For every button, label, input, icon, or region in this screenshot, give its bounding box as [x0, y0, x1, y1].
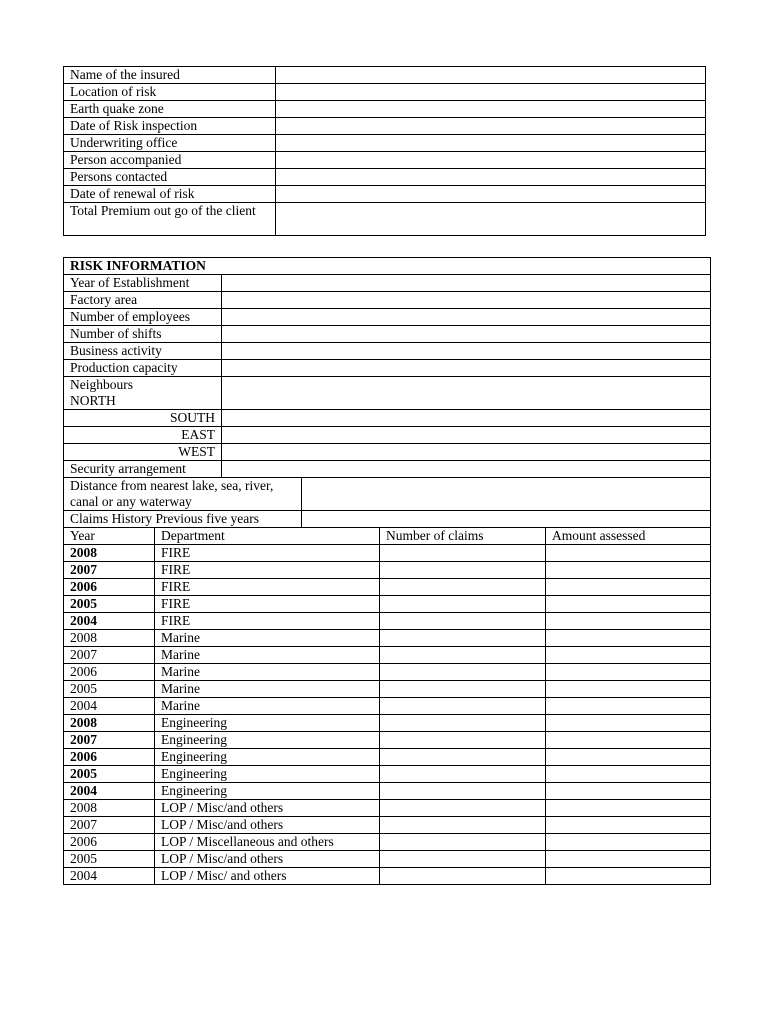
factory-area-value: [222, 292, 711, 309]
number-of-employees-value: [222, 309, 711, 326]
claim-count: [380, 732, 546, 749]
claim-year: 2006: [64, 749, 155, 766]
table-row: [64, 101, 706, 118]
claim-amount: [546, 732, 711, 749]
claim-count: [380, 698, 546, 715]
table-row: [64, 258, 711, 275]
north-label: NORTH: [70, 392, 116, 408]
table-row: [64, 698, 711, 715]
table-row: [64, 275, 711, 292]
table-row: [64, 630, 711, 647]
table-row: [64, 868, 711, 885]
claim-count: [380, 647, 546, 664]
table-row: [64, 596, 711, 613]
claim-year: 2006: [64, 834, 155, 851]
claim-year: 2007: [64, 647, 155, 664]
table-row: [64, 377, 711, 410]
distance-waterway-value: [302, 478, 711, 511]
table-row: [64, 664, 711, 681]
claim-count: [380, 545, 546, 562]
claim-department: Engineering: [155, 783, 380, 800]
claim-count: [380, 579, 546, 596]
table-row: [64, 169, 706, 186]
table-row: [64, 118, 706, 135]
claim-count: [380, 613, 546, 630]
claim-amount: [546, 834, 711, 851]
inspection-date-label: Date of Risk inspection: [64, 118, 276, 135]
table-row: [64, 444, 711, 461]
claim-department: Marine: [155, 698, 380, 715]
claims-header-row: [64, 528, 711, 545]
claim-year: 2008: [64, 800, 155, 817]
south-value: [222, 410, 711, 427]
claim-count: [380, 783, 546, 800]
total-premium-value: [276, 203, 706, 236]
claim-count: [380, 681, 546, 698]
claims-history-value: [302, 511, 711, 528]
security-arrangement-value: [222, 461, 711, 478]
table-row: [64, 562, 711, 579]
east-value: [222, 427, 711, 444]
renewal-date-value: [276, 186, 706, 203]
claim-count: [380, 562, 546, 579]
claim-amount: [546, 647, 711, 664]
total-premium-label: Total Premium out go of the client: [64, 203, 276, 236]
claim-amount: [546, 613, 711, 630]
claim-year: 2006: [64, 579, 155, 596]
business-activity-label: Business activity: [64, 343, 222, 360]
claim-amount: [546, 766, 711, 783]
claim-count: [380, 630, 546, 647]
table-row: [64, 647, 711, 664]
table-row: [64, 427, 711, 444]
claim-amount: [546, 545, 711, 562]
claim-department: LOP / Misc/and others: [155, 800, 380, 817]
earthquake-zone-value: [276, 101, 706, 118]
production-capacity-value: [222, 360, 711, 377]
claim-department: Engineering: [155, 749, 380, 766]
north-value: [222, 377, 711, 410]
east-label: EAST: [64, 427, 222, 444]
person-accompanied-label: Person accompanied: [64, 152, 276, 169]
table-row: [64, 186, 706, 203]
claim-year: 2008: [64, 545, 155, 562]
claim-count: [380, 715, 546, 732]
claim-department: Marine: [155, 664, 380, 681]
year-column-header: Year: [64, 528, 155, 545]
number-of-shifts-label: Number of shifts: [64, 326, 222, 343]
claim-amount: [546, 562, 711, 579]
table-row: [64, 681, 711, 698]
south-label: SOUTH: [64, 410, 222, 427]
claim-department: FIRE: [155, 562, 380, 579]
claim-count: [380, 834, 546, 851]
table-row: [64, 309, 711, 326]
claim-year: 2006: [64, 664, 155, 681]
underwriting-office-label: Underwriting office: [64, 135, 276, 152]
name-of-insured-value: [276, 67, 706, 84]
persons-contacted-label: Persons contacted: [64, 169, 276, 186]
claim-department: LOP / Misc/and others: [155, 817, 380, 834]
claim-year: 2004: [64, 783, 155, 800]
factory-area-label: Factory area: [64, 292, 222, 309]
claim-count: [380, 868, 546, 885]
claim-count: [380, 596, 546, 613]
table-row: [64, 478, 711, 511]
inspection-date-value: [276, 118, 706, 135]
insured-details-table: [63, 66, 706, 236]
claim-department: Marine: [155, 681, 380, 698]
name-of-insured-label: Name of the insured: [64, 67, 276, 84]
table-row: [64, 817, 711, 834]
neighbours-label: Neighbours: [70, 377, 133, 392]
claim-amount: [546, 715, 711, 732]
number-of-employees-label: Number of employees: [64, 309, 222, 326]
claim-department: FIRE: [155, 579, 380, 596]
business-activity-value: [222, 343, 711, 360]
location-of-risk-value: [276, 84, 706, 101]
claims-history-label: Claims History Previous five years: [64, 511, 302, 528]
claim-amount: [546, 800, 711, 817]
claim-department: FIRE: [155, 613, 380, 630]
risk-information-heading: RISK INFORMATION: [64, 258, 711, 275]
earthquake-zone-label: Earth quake zone: [64, 101, 276, 118]
table-row: [64, 410, 711, 427]
west-value: [222, 444, 711, 461]
claim-amount: [546, 868, 711, 885]
claim-amount: [546, 749, 711, 766]
claim-amount: [546, 817, 711, 834]
claim-year: 2005: [64, 596, 155, 613]
claim-department: Marine: [155, 647, 380, 664]
table-row: [64, 834, 711, 851]
underwriting-office-value: [276, 135, 706, 152]
claim-year: 2004: [64, 698, 155, 715]
table-row: [64, 766, 711, 783]
claim-year: 2004: [64, 868, 155, 885]
table-row: [64, 851, 711, 868]
amount-assessed-column-header: Amount assessed: [546, 528, 711, 545]
number-of-shifts-value: [222, 326, 711, 343]
table-row: [64, 461, 711, 478]
claim-amount: [546, 596, 711, 613]
number-of-claims-column-header: Number of claims: [380, 528, 546, 545]
table-row: [64, 152, 706, 169]
table-row: [64, 203, 706, 236]
table-row: [64, 326, 711, 343]
claim-department: Engineering: [155, 715, 380, 732]
neighbours-north-label: [64, 377, 222, 410]
claim-year: 2008: [64, 630, 155, 647]
claim-year: 2007: [64, 732, 155, 749]
table-row: [64, 613, 711, 630]
claim-year: 2008: [64, 715, 155, 732]
person-accompanied-value: [276, 152, 706, 169]
claim-count: [380, 749, 546, 766]
claim-amount: [546, 579, 711, 596]
table-row: [64, 135, 706, 152]
claim-amount: [546, 783, 711, 800]
claim-count: [380, 851, 546, 868]
production-capacity-label: Production capacity: [64, 360, 222, 377]
location-of-risk-label: Location of risk: [64, 84, 276, 101]
claim-department: Engineering: [155, 766, 380, 783]
claim-year: 2005: [64, 851, 155, 868]
claim-department: Engineering: [155, 732, 380, 749]
distance-waterway-label: Distance from nearest lake, sea, river, canal or any waterway: [64, 478, 302, 511]
table-row: [64, 800, 711, 817]
persons-contacted-value: [276, 169, 706, 186]
table-row: [64, 343, 711, 360]
year-of-establishment-value: [222, 275, 711, 292]
table-row: [64, 84, 706, 101]
table-row: [64, 732, 711, 749]
claim-department: FIRE: [155, 596, 380, 613]
claim-year: 2007: [64, 817, 155, 834]
claim-count: [380, 664, 546, 681]
west-label: WEST: [64, 444, 222, 461]
claim-year: 2004: [64, 613, 155, 630]
table-row: [64, 511, 711, 528]
year-of-establishment-label: Year of Establishment: [64, 275, 222, 292]
table-row: [64, 67, 706, 84]
claim-department: LOP / Miscellaneous and others: [155, 834, 380, 851]
claim-department: LOP / Misc/ and others: [155, 868, 380, 885]
table-row: [64, 579, 711, 596]
claim-department: LOP / Misc/and others: [155, 851, 380, 868]
claim-amount: [546, 664, 711, 681]
table-row: [64, 715, 711, 732]
table-row: [64, 545, 711, 562]
table-row: [64, 292, 711, 309]
renewal-date-label: Date of renewal of risk: [64, 186, 276, 203]
claim-department: Marine: [155, 630, 380, 647]
department-column-header: Department: [155, 528, 380, 545]
claim-amount: [546, 681, 711, 698]
table-row: [64, 783, 711, 800]
claim-count: [380, 766, 546, 783]
claim-amount: [546, 851, 711, 868]
claim-year: 2007: [64, 562, 155, 579]
claim-year: 2005: [64, 681, 155, 698]
claim-department: FIRE: [155, 545, 380, 562]
claim-amount: [546, 630, 711, 647]
risk-information-table: [63, 257, 711, 885]
security-arrangement-label: Security arrangement: [64, 461, 222, 478]
claim-count: [380, 800, 546, 817]
table-row: [64, 749, 711, 766]
table-row: [64, 360, 711, 377]
claim-amount: [546, 698, 711, 715]
claim-year: 2005: [64, 766, 155, 783]
claim-count: [380, 817, 546, 834]
